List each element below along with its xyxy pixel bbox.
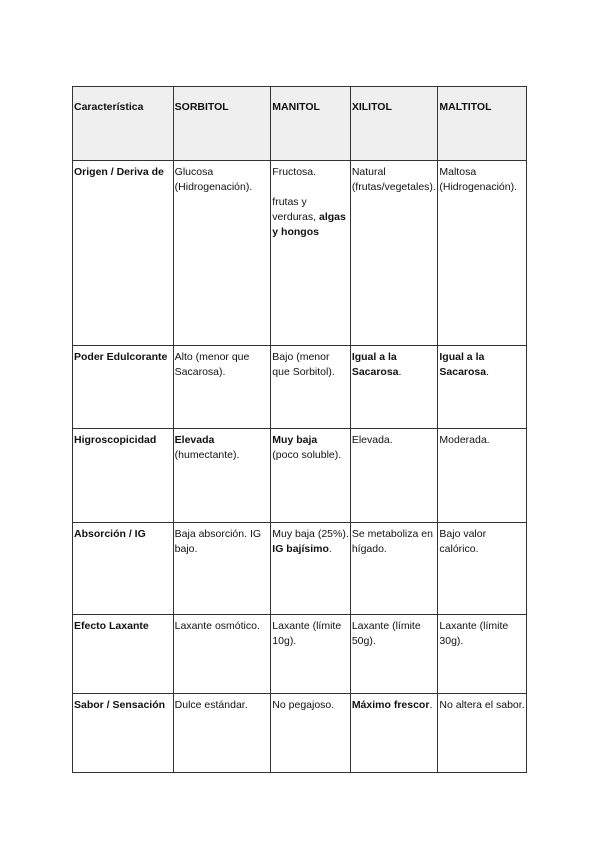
cell-bold-text: algas y hongos	[272, 211, 346, 238]
header-maltitol: MALTITOL	[438, 87, 527, 161]
table-row-poder-edulcorante	[73, 346, 527, 429]
cell-manitol: Bajo (menor que Sorbitol).	[271, 346, 351, 429]
cell-sorbitol	[173, 429, 271, 523]
header-xilitol: XILITOL	[350, 87, 438, 161]
table-row-sabor	[73, 694, 527, 773]
cell-bold-text: Muy baja	[272, 434, 318, 446]
cell-maltitol: No altera el sabor.	[438, 694, 527, 773]
cell-xilitol	[350, 346, 438, 429]
cell-xilitol: Elevada.	[350, 429, 438, 523]
cell-xilitol	[350, 694, 438, 773]
table-header-row	[73, 87, 527, 161]
row-label: Higroscopicidad	[73, 429, 174, 523]
cell-text: .	[328, 543, 332, 555]
cell-maltitol	[438, 346, 527, 429]
table-row-efecto-laxante	[73, 615, 527, 694]
cell-text: .	[486, 366, 490, 378]
cell-sorbitol: Alto (menor que Sacarosa).	[173, 346, 271, 429]
cell-manitol	[271, 523, 351, 615]
cell-manitol	[271, 429, 351, 523]
cell-manitol	[271, 161, 351, 346]
cell-bold-text: Igual a la Sacarosa	[351, 351, 399, 378]
row-label: Efecto Laxante	[73, 615, 174, 694]
cell-xilitol: Laxante (límite 50g).	[350, 615, 438, 694]
cell-bold-text: Máximo frescor	[351, 699, 430, 711]
cell-bold-text: Igual a la Sacarosa	[439, 351, 487, 378]
cell-sorbitol: Laxante osmótico.	[173, 615, 271, 694]
header-sorbitol: SORBITOL	[173, 87, 271, 161]
cell-xilitol: Natural (frutas/vegetales).	[350, 161, 438, 346]
cell-sorbitol: Baja absorción. IG bajo.	[173, 523, 271, 615]
cell-maltitol: Maltosa (Hidrogenación).	[438, 161, 527, 346]
row-label: Absorción / IG	[73, 523, 174, 615]
cell-manitol: Laxante (límite 10g).	[271, 615, 351, 694]
cell-maltitol: Moderada.	[438, 429, 527, 523]
cell-text: .	[398, 366, 402, 378]
cell-text: .	[429, 699, 433, 711]
comparison-table	[72, 86, 527, 773]
cell-text: (humectante).	[174, 449, 240, 461]
table-row-origen	[73, 161, 527, 346]
cell-maltitol: Laxante (límite 30g).	[438, 615, 527, 694]
table-row-absorcion	[73, 523, 527, 615]
cell-text: (poco soluble).	[272, 449, 342, 461]
header-caracteristica: Característica	[73, 87, 174, 161]
cell-text: Fructosa.	[272, 166, 317, 178]
row-label: Poder Edulcorante	[73, 346, 174, 429]
row-label: Sabor / Sensación	[73, 694, 174, 773]
header-manitol: MANITOL	[271, 87, 351, 161]
cell-sorbitol: Glucosa (Hidrogenación).	[173, 161, 271, 346]
cell-maltitol: Bajo valor calórico.	[438, 523, 527, 615]
cell-bold-text: IG bajísimo	[272, 543, 329, 555]
cell-manitol: No pegajoso.	[271, 694, 351, 773]
table-row-higroscopicidad	[73, 429, 527, 523]
cell-sorbitol: Dulce estándar.	[173, 694, 271, 773]
cell-xilitol: Se metaboliza en hígado.	[350, 523, 438, 615]
cell-text: frutas y verduras,	[272, 196, 317, 223]
cell-text: Muy baja (25%).	[272, 528, 349, 540]
cell-bold-text: Elevada	[174, 434, 215, 446]
row-label: Origen / Deriva de	[73, 161, 174, 346]
